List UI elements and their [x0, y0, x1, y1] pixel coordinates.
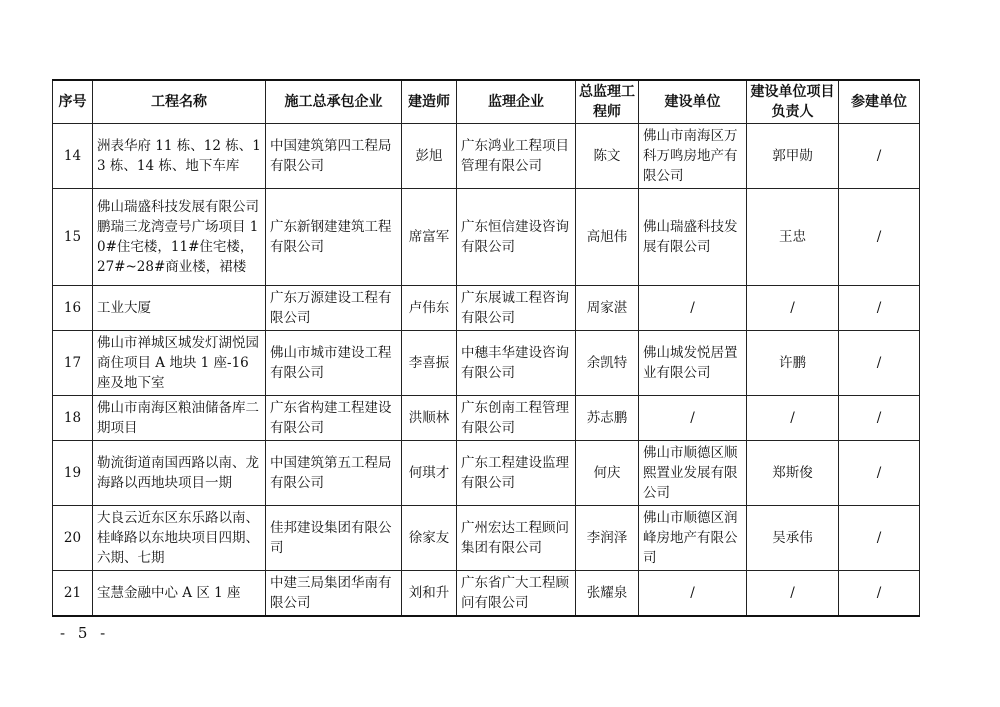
- table-row: [53, 286, 920, 331]
- cell-contractor: 广东万源建设工程有限公司: [266, 286, 402, 331]
- cell-builder: 何琪才: [402, 441, 457, 506]
- cell-builder: 席富军: [402, 189, 457, 286]
- cell-chief-supervisor: 周家湛: [576, 286, 639, 331]
- cell-participants: /: [839, 124, 920, 189]
- cell-project-name: 佛山市禅城区城发灯湖悦园商住项目 A 地块 1 座-16 座及地下室: [93, 331, 266, 396]
- table-row: [53, 506, 920, 571]
- header-index: 序号: [53, 80, 93, 124]
- header-contractor: 施工总承包企业: [266, 80, 402, 124]
- cell-index: 14: [53, 124, 93, 189]
- cell-project-name: 佛山市南海区粮油储备库二期项目: [93, 396, 266, 441]
- cell-developer-lead: 许鹏: [747, 331, 839, 396]
- cell-project-name: 勒流街道南国西路以南、龙海路以西地块项目一期: [93, 441, 266, 506]
- cell-project-name: 洲表华府 11 栋、12 栋、13 栋、14 栋、地下车库: [93, 124, 266, 189]
- cell-project-name: 工业大厦: [93, 286, 266, 331]
- header-project-name: 工程名称: [93, 80, 266, 124]
- cell-builder: 徐家友: [402, 506, 457, 571]
- cell-chief-supervisor: 余凯特: [576, 331, 639, 396]
- header-supervisor-company: 监理企业: [457, 80, 576, 124]
- cell-index: 18: [53, 396, 93, 441]
- cell-chief-supervisor: 李润泽: [576, 506, 639, 571]
- cell-developer-lead: 郭甲勋: [747, 124, 839, 189]
- page-number: - 5 -: [60, 624, 110, 642]
- cell-supervisor-company: 广东省广大工程顾问有限公司: [457, 571, 576, 617]
- table-row: [53, 396, 920, 441]
- cell-index: 17: [53, 331, 93, 396]
- cell-participants: /: [839, 506, 920, 571]
- cell-builder: 彭旭: [402, 124, 457, 189]
- cell-builder: 刘和升: [402, 571, 457, 617]
- cell-developer-lead: 吴承伟: [747, 506, 839, 571]
- header-chief-supervisor: 总监理工程师: [576, 80, 639, 124]
- table-row: [53, 441, 920, 506]
- cell-participants: /: [839, 286, 920, 331]
- cell-developer: /: [639, 571, 747, 617]
- cell-index: 16: [53, 286, 93, 331]
- cell-contractor: 佳邦建设集团有限公司: [266, 506, 402, 571]
- cell-participants: /: [839, 189, 920, 286]
- cell-index: 19: [53, 441, 93, 506]
- cell-contractor: 中国建筑第四工程局有限公司: [266, 124, 402, 189]
- cell-supervisor-company: 广东恒信建设咨询有限公司: [457, 189, 576, 286]
- cell-builder: 洪顺林: [402, 396, 457, 441]
- cell-project-name: 大良云近东区东乐路以南、桂峰路以东地块项目四期、六期、七期: [93, 506, 266, 571]
- cell-builder: 卢伟东: [402, 286, 457, 331]
- cell-contractor: 广东省构建工程建设有限公司: [266, 396, 402, 441]
- cell-chief-supervisor: 陈文: [576, 124, 639, 189]
- cell-builder: 李喜振: [402, 331, 457, 396]
- table-header-row: [53, 80, 920, 124]
- table-row: [53, 124, 920, 189]
- cell-contractor: 佛山市城市建设工程有限公司: [266, 331, 402, 396]
- header-developer: 建设单位: [639, 80, 747, 124]
- cell-supervisor-company: 广东鸿业工程项目管理有限公司: [457, 124, 576, 189]
- cell-developer: 佛山瑞盛科技发展有限公司: [639, 189, 747, 286]
- cell-contractor: 中建三局集团华南有限公司: [266, 571, 402, 617]
- header-participants: 参建单位: [839, 80, 920, 124]
- cell-developer: /: [639, 396, 747, 441]
- header-developer-lead: 建设单位项目负责人: [747, 80, 839, 124]
- header-builder: 建造师: [402, 80, 457, 124]
- cell-developer-lead: /: [747, 286, 839, 331]
- cell-supervisor-company: 广东展诚工程咨询有限公司: [457, 286, 576, 331]
- cell-participants: /: [839, 571, 920, 617]
- cell-project-name: 佛山瑞盛科技发展有限公司鹏瑞三龙湾壹号广场项目 10#住宅楼，11#住宅楼，27#~28#商业楼，裙楼: [93, 189, 266, 286]
- cell-participants: /: [839, 396, 920, 441]
- table-row: [53, 189, 920, 286]
- cell-chief-supervisor: 张耀泉: [576, 571, 639, 617]
- cell-developer: /: [639, 286, 747, 331]
- table-row: [53, 331, 920, 396]
- cell-developer: 佛山市南海区万科万鸣房地产有限公司: [639, 124, 747, 189]
- cell-developer-lead: 郑斯俊: [747, 441, 839, 506]
- cell-contractor: 中国建筑第五工程局有限公司: [266, 441, 402, 506]
- cell-project-name: 宝慧金融中心 A 区 1 座: [93, 571, 266, 617]
- cell-developer-lead: /: [747, 571, 839, 617]
- cell-developer: 佛山市顺德区润峰房地产有限公司: [639, 506, 747, 571]
- cell-supervisor-company: 广东工程建设监理有限公司: [457, 441, 576, 506]
- cell-participants: /: [839, 331, 920, 396]
- cell-chief-supervisor: 何庆: [576, 441, 639, 506]
- cell-developer-lead: /: [747, 396, 839, 441]
- cell-developer: 佛山城发悦居置业有限公司: [639, 331, 747, 396]
- cell-supervisor-company: 广东创南工程管理有限公司: [457, 396, 576, 441]
- cell-chief-supervisor: 高旭伟: [576, 189, 639, 286]
- project-table: [52, 79, 920, 617]
- cell-supervisor-company: 广州宏达工程顾问集团有限公司: [457, 506, 576, 571]
- cell-developer: 佛山市顺德区顺熙置业发展有限公司: [639, 441, 747, 506]
- cell-contractor: 广东新钢建建筑工程有限公司: [266, 189, 402, 286]
- table-row: [53, 571, 920, 617]
- cell-index: 21: [53, 571, 93, 617]
- cell-index: 20: [53, 506, 93, 571]
- cell-supervisor-company: 中穗丰华建设咨询有限公司: [457, 331, 576, 396]
- cell-participants: /: [839, 441, 920, 506]
- cell-index: 15: [53, 189, 93, 286]
- cell-developer-lead: 王忠: [747, 189, 839, 286]
- cell-chief-supervisor: 苏志鹏: [576, 396, 639, 441]
